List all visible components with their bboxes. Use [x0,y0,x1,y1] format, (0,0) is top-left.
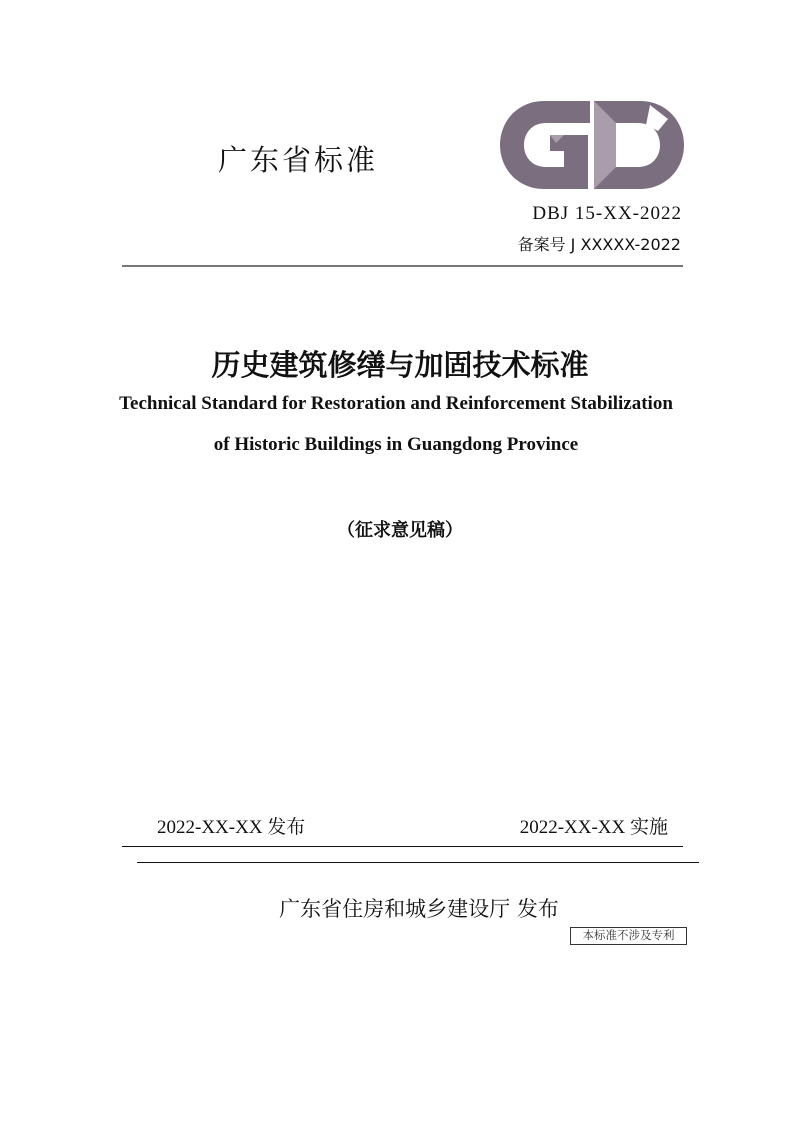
draft-status: （征求意见稿） [337,520,463,541]
gd-logo [500,101,684,189]
date-divider-2 [137,862,699,863]
issue-date: 2022-XX-XX 发布 [157,817,306,838]
implement-date: 2022-XX-XX 实施 [519,817,668,838]
standard-code: DBJ 15-XX-2022 [532,203,682,224]
filing-number: 备案号 J XXXXX-2022 [517,235,681,254]
issuer: 广东省住房和城乡建设厅 发布 [279,897,559,921]
date-divider-1 [122,846,683,847]
patent-note: 本标准不涉及专利 [570,927,687,945]
title-zh: 历史建筑修缮与加固技术标准 [211,348,589,382]
title-en-line2: of Historic Buildings in Guangdong Province [213,434,579,455]
standard-category: 广东省标准 [218,143,379,177]
title-en-line1: Technical Standard for Restoration and Reinforcement Stabilization [119,393,673,414]
header-divider [122,265,683,267]
